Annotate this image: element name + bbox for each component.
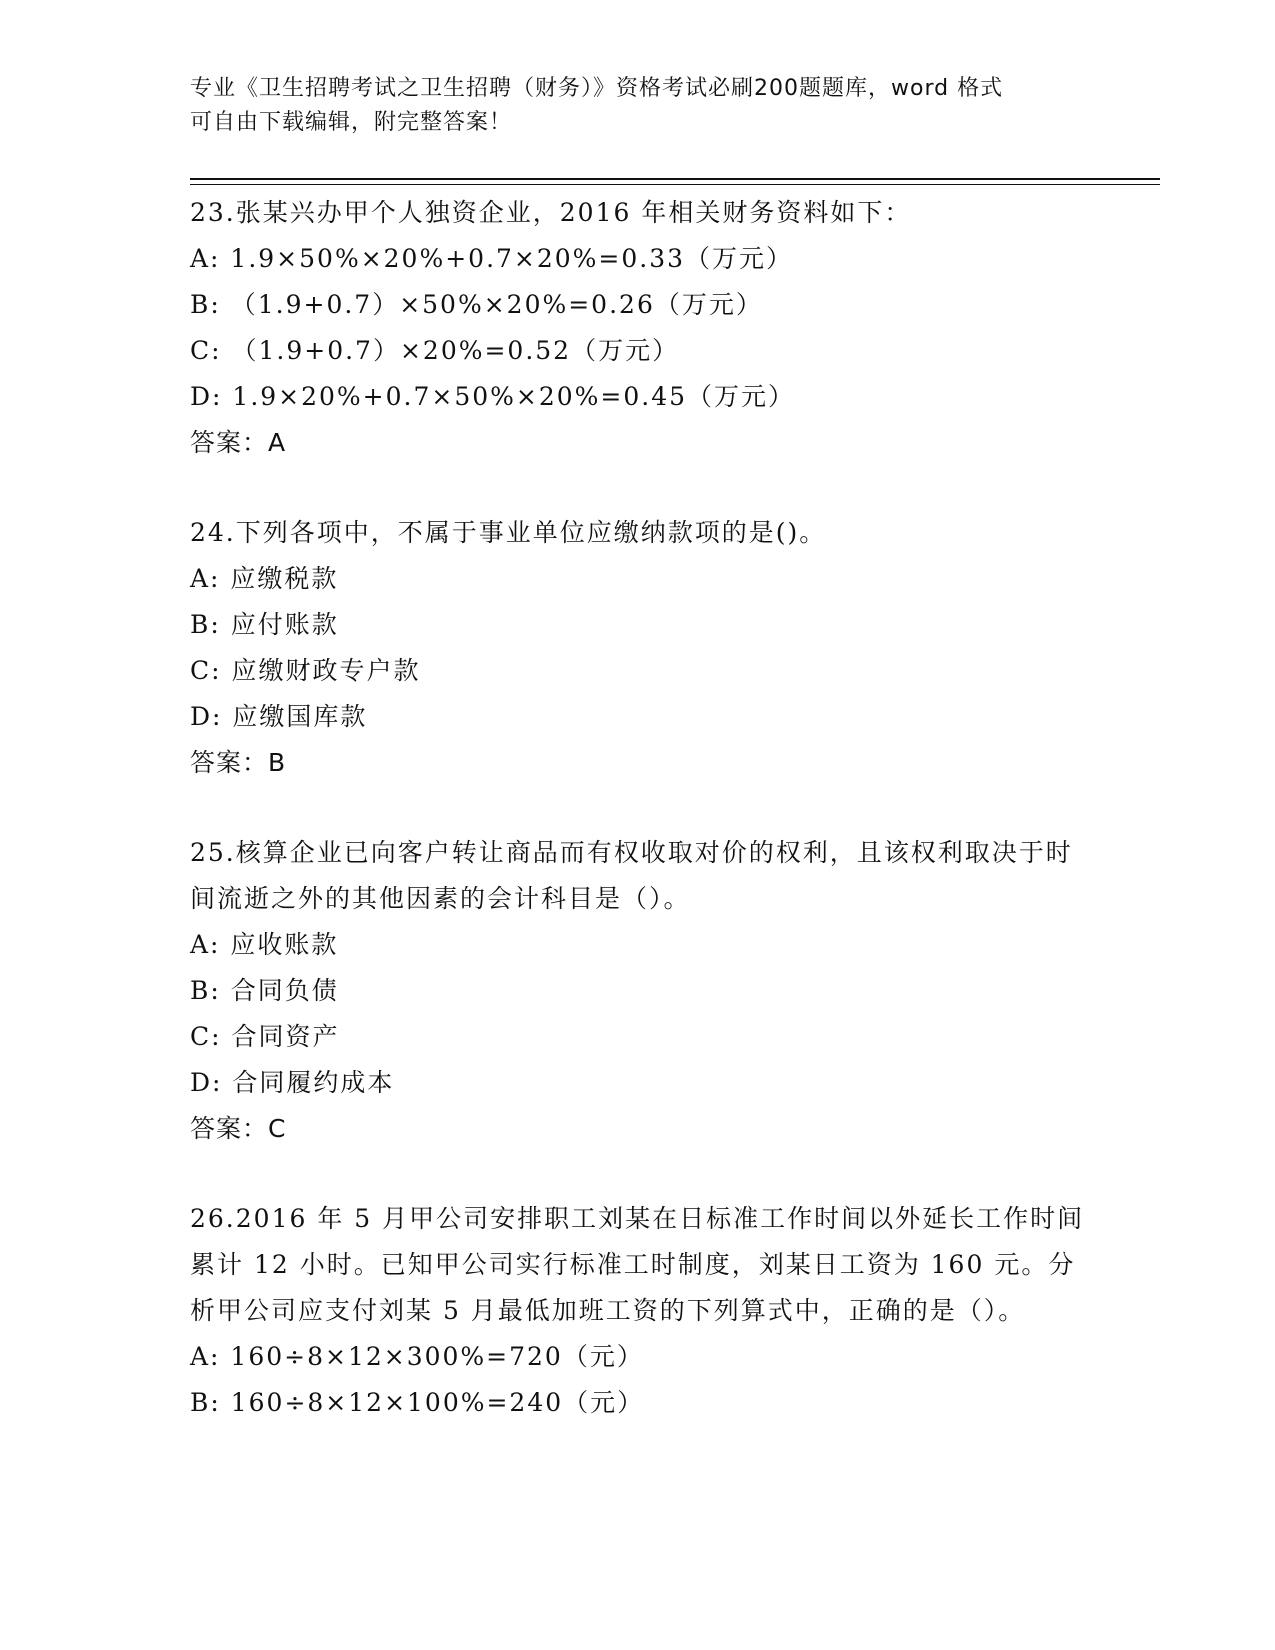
option-a: A: 应缴税款 (190, 564, 339, 593)
question-stem: 24.下列各项中，不属于事业单位应缴纳款项的是()。 (190, 518, 827, 547)
question-stem: 25.核算企业已向客户转让商品而有权收取对价的权利，且该权利取决于时间流逝之外的其他因素的会计科目是（）。 (190, 838, 1073, 913)
question-23 (190, 190, 1090, 466)
question-26 (190, 1196, 1090, 1426)
header-line-2: 可自由下载编辑，附完整答案！ (190, 110, 513, 135)
option-b: B: 160÷8×12×100%=240（元） (190, 1388, 645, 1417)
option-c: C: 合同资产 (190, 1022, 340, 1051)
question-stem: 23.张某兴办甲个人独资企业，2016 年相关财务资料如下： (190, 198, 912, 227)
option-a: A: 1.9×50%×20%+0.7×20%=0.33（万元） (190, 244, 794, 273)
question-stem: 26.2016 年 5 月甲公司安排职工刘某在日标准工作时间以外延长工作时间累计 12 小时。已知甲公司实行标准工时制度，刘某日工资为 160 元。分析甲公司应支付刘某 5 月最低加班工资的下列算式中，正确的是（）。 (190, 1204, 1085, 1325)
answer: 答案：B (190, 748, 287, 777)
option-d: D: 1.9×20%+0.7×50%×20%=0.45（万元） (190, 382, 796, 411)
option-a: A: 应收账款 (190, 930, 339, 959)
option-d: D: 应缴国库款 (190, 702, 368, 731)
header-divider-thin (190, 184, 1160, 185)
option-a: A: 160÷8×12×300%=720（元） (190, 1342, 644, 1371)
answer: 答案：A (190, 428, 287, 457)
question-25 (190, 830, 1090, 1152)
option-b: B: 合同负债 (190, 976, 339, 1005)
option-b: B: （1.9+0.7）×50%×20%=0.26（万元） (190, 290, 763, 319)
option-c: C: 应缴财政专户款 (190, 656, 421, 685)
question-list (190, 190, 1090, 1470)
document-header (190, 72, 1070, 140)
option-b: B: 应付账款 (190, 610, 339, 639)
header-line-1: 专业《卫生招聘考试之卫生招聘（财务）》资格考试必刷200题题库，word 格式 (190, 76, 1004, 101)
question-24 (190, 510, 1090, 786)
answer: 答案：C (190, 1114, 287, 1143)
option-c: C: （1.9+0.7）×20%=0.52（万元） (190, 336, 680, 365)
option-d: D: 合同履约成本 (190, 1068, 395, 1097)
header-divider-thick (190, 178, 1160, 180)
